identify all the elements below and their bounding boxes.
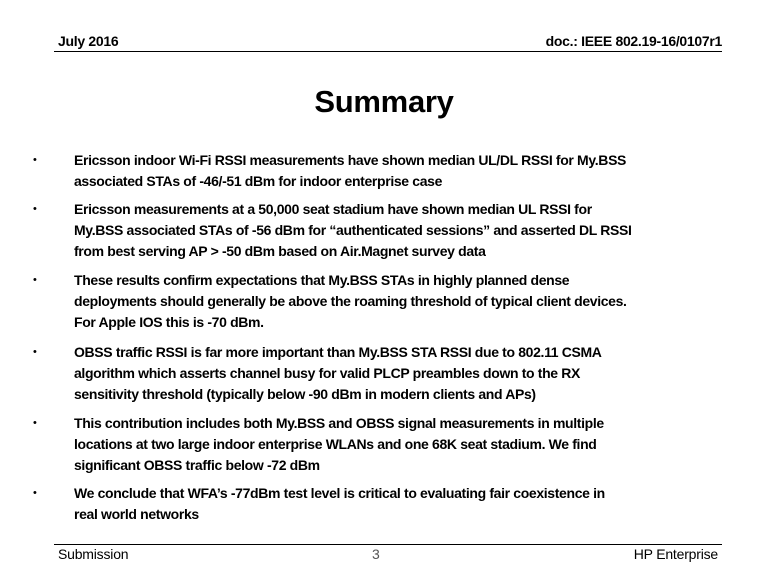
page-number: 3	[372, 546, 380, 562]
slide-title: Summary	[314, 84, 454, 119]
bullet-text-line: locations at two large indoor enterprise WLANs and one 68K seat stadium. We find	[74, 436, 597, 452]
bullet-text-line: We conclude that WFA’s -77dBm test level is critical to evaluating fair coexistence in	[74, 485, 605, 501]
bullet-icon: •	[33, 154, 37, 166]
bullet-text-line: OBSS traffic RSSI is far more important than My.BSS STA RSSI due to 802.11 CSMA	[74, 344, 602, 360]
bullet-text-line: associated STAs of -46/-51 dBm for indoor enterprise case	[74, 173, 443, 189]
bullet-text-line: real world networks	[74, 506, 199, 522]
bullet-text-line: These results confirm expectations that My.BSS STAs in highly planned dense	[74, 272, 570, 288]
header-date: July 2016	[58, 33, 119, 49]
bullet-text-line: algorithm which asserts channel busy for valid PLCP preambles down to the RX	[74, 365, 581, 381]
footer-organization: HP Enterprise	[633, 546, 718, 562]
bullet-text-line: deployments should generally be above the roaming threshold of typical client devices.	[74, 293, 627, 309]
bullet-text-line: For Apple IOS this is -70 dBm.	[74, 314, 264, 330]
bullet-text-line: Ericsson measurements at a 50,000 seat stadium have shown median UL RSSI for	[74, 201, 592, 217]
footer-submission: Submission	[58, 546, 129, 562]
bullet-icon: •	[33, 203, 37, 215]
bullet-icon: •	[33, 487, 37, 499]
header-rule	[54, 51, 722, 52]
footer-rule	[54, 544, 722, 545]
bullet-text-line: Ericsson indoor Wi-Fi RSSI measurements have shown median UL/DL RSSI for My.BSS	[74, 152, 627, 168]
bullet-icon: •	[33, 417, 37, 429]
bullet-text-line: significant OBSS traffic below -72 dBm	[74, 457, 320, 473]
bullet-text-line: This contribution includes both My.BSS and OBSS signal measurements in multiple	[74, 415, 604, 431]
header-doc-id: doc.: IEEE 802.19-16/0107r1	[545, 33, 722, 49]
bullet-icon: •	[33, 346, 37, 358]
bullet-text-line: My.BSS associated STAs of -56 dBm for “authenticated sessions” and asserted DL RSSI	[74, 222, 632, 238]
bullet-icon: •	[33, 274, 37, 286]
bullet-text-line: from best serving AP > -50 dBm based on Air.Magnet survey data	[74, 243, 486, 259]
bullet-text-line: sensitivity threshold (typically below -90 dBm in modern clients and APs)	[74, 386, 536, 402]
